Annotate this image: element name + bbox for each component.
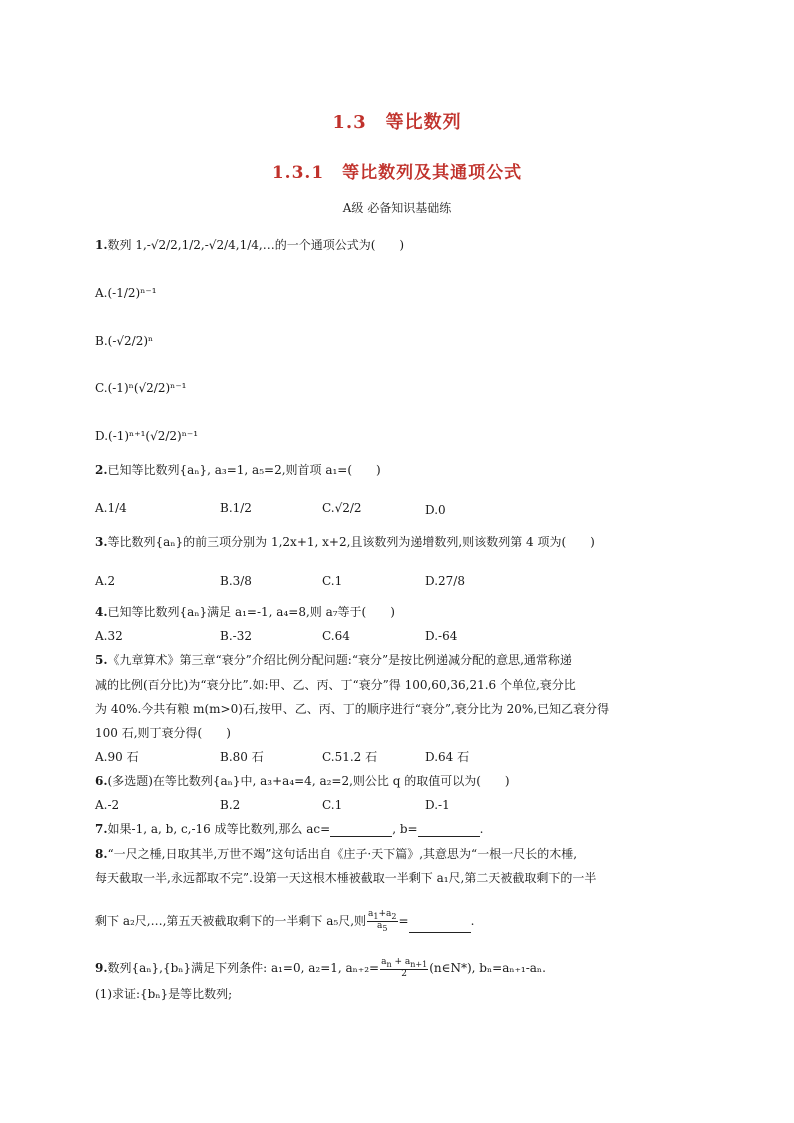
- question-4: 4.已知等比数列{aₙ}满足 a₁=-1, a₄=8,则 a₇等于( ): [95, 605, 395, 619]
- answer-blank[interactable]: [409, 920, 471, 933]
- q4-option-a: A.32: [95, 629, 123, 643]
- q5-option-b: B.80 石: [220, 750, 264, 764]
- question-5-line-3: 为 40%.今共有粮 m(m>0)石,按甲、乙、丙、丁的顺序进行“衰分”,衰分比为 20%,已知乙衰分得: [95, 702, 610, 716]
- question-6: 6.(多选题)在等比数列{aₙ}中, a₃+a₄=4, a₂=2,则公比 q 的取值可以为( ): [95, 774, 510, 788]
- q2-option-b: B.1/2: [220, 501, 252, 515]
- question-5-line-2: 减的比例(百分比)为“衰分比”.如:甲、乙、丙、丁“衰分”得 100,60,36,21.6 个单位,衰分比: [95, 678, 576, 692]
- q6-option-d: D.-1: [425, 798, 450, 812]
- q1-option-b: B.(-√2/2)ⁿ: [95, 334, 154, 348]
- question-9: 9.数列{aₙ},{bₙ}满足下列条件: a₁=0, a₂=1, aₙ₊₂= $\frac{a_n + a_{n+1}}{2}$ (n∈N*), bₙ=aₙ₊₁-aₙ.: [95, 957, 546, 979]
- fraction-recurrence: $\frac{a_n + a_{n+1}}{2}$: [381, 957, 428, 979]
- question-4-text: 已知等比数列{aₙ}满足 a₁=-1, a₄=8,则 a₇等于( ): [107, 605, 395, 619]
- level-heading: A级 必备知识基础练: [342, 201, 452, 215]
- answer-blank[interactable]: [330, 824, 392, 837]
- question-2-text: 已知等比数列{aₙ}, a₃=1, a₅=2,则首项 a₁=( ): [107, 463, 381, 477]
- question-6-text: (多选题)在等比数列{aₙ}中, a₃+a₄=4, a₂=2,则公比 q 的取值可以为( ): [107, 774, 510, 788]
- question-5-line-4: 100 石,则丁衰分得( ): [95, 726, 231, 740]
- q2-option-c: C.√2/2: [322, 501, 362, 515]
- q1-option-d: D.(-1)ⁿ⁺¹(√2/2)ⁿ⁻¹: [95, 429, 199, 443]
- question-1-text: 数列 1,-√2/2,1/2,-√2/4,1/4,…的一个通项公式为( ): [107, 238, 405, 252]
- q3-option-c: C.1: [322, 574, 343, 588]
- q5-option-a: A.90 石: [95, 750, 139, 764]
- question-8-line-2: 每天截取一半,永远都取不完”.设第一天这根木棰被截取一半剩下 a₁尺,第二天被截取剩下的一半: [95, 871, 597, 885]
- q5-option-c: C.51.2 石: [322, 750, 378, 764]
- question-3: 3.等比数列{aₙ}的前三项分别为 1,2x+1, x+2,且该数列为递增数列,则该数列第 4 项为( ): [95, 535, 595, 549]
- q5-option-d: D.64 石: [425, 750, 470, 764]
- question-9-part-1: (1)求证:{bₙ}是等比数列;: [95, 987, 233, 1001]
- q4-option-c: C.64: [322, 629, 350, 643]
- question-7: 7.如果-1, a, b, c,-16 成等比数列,那么 ac= , b= .: [95, 822, 484, 836]
- subsection-title: 1.3.1 等比数列及其通项公式: [271, 163, 523, 183]
- q3-option-a: A.2: [95, 574, 116, 588]
- q1-option-c: C.(-1)ⁿ(√2/2)ⁿ⁻¹: [95, 381, 187, 395]
- q6-option-c: C.1: [322, 798, 343, 812]
- question-1: 1.数列 1,-√2/2,1/2,-√2/4,1/4,…的一个通项公式为( ): [95, 238, 405, 252]
- question-8-line-3: 剩下 a₂尺,…,第五天被截取剩下的一半剩下 a₅尺,则 $\frac{a_1+a_2}{a_5}$ = .: [95, 909, 475, 933]
- q6-option-a: A.-2: [95, 798, 120, 812]
- q2-option-d: D.0: [425, 503, 446, 517]
- q3-option-b: B.3/8: [220, 574, 252, 588]
- question-5-line-1: 5.《九章算术》第三章“衰分”介绍比例分配问题:“衰分”是按比例递减分配的意思,通常称递: [95, 653, 572, 667]
- fraction-a1-plus-a2-over-a5: $\frac{a_1+a_2}{a_5}$: [368, 909, 397, 933]
- q2-option-a: A.1/4: [95, 501, 127, 515]
- q4-option-d: D.-64: [425, 629, 458, 643]
- section-title: 1.3 等比数列: [332, 112, 462, 133]
- q3-option-d: D.27/8: [425, 574, 465, 588]
- q1-option-a: A.(-1/2)ⁿ⁻¹: [95, 286, 157, 300]
- q4-option-b: B.-32: [220, 629, 252, 643]
- question-3-text: 等比数列{aₙ}的前三项分别为 1,2x+1, x+2,且该数列为递增数列,则该数列第 4 项为( ): [107, 535, 595, 549]
- question-2: 2.已知等比数列{aₙ}, a₃=1, a₅=2,则首项 a₁=( ): [95, 463, 381, 477]
- question-8-line-1: 8.“一尺之棰,日取其半,万世不竭”这句话出自《庄子·天下篇》,其意思为“一根一尺长的木棰,: [95, 847, 578, 861]
- answer-blank[interactable]: [418, 824, 480, 837]
- q6-option-b: B.2: [220, 798, 241, 812]
